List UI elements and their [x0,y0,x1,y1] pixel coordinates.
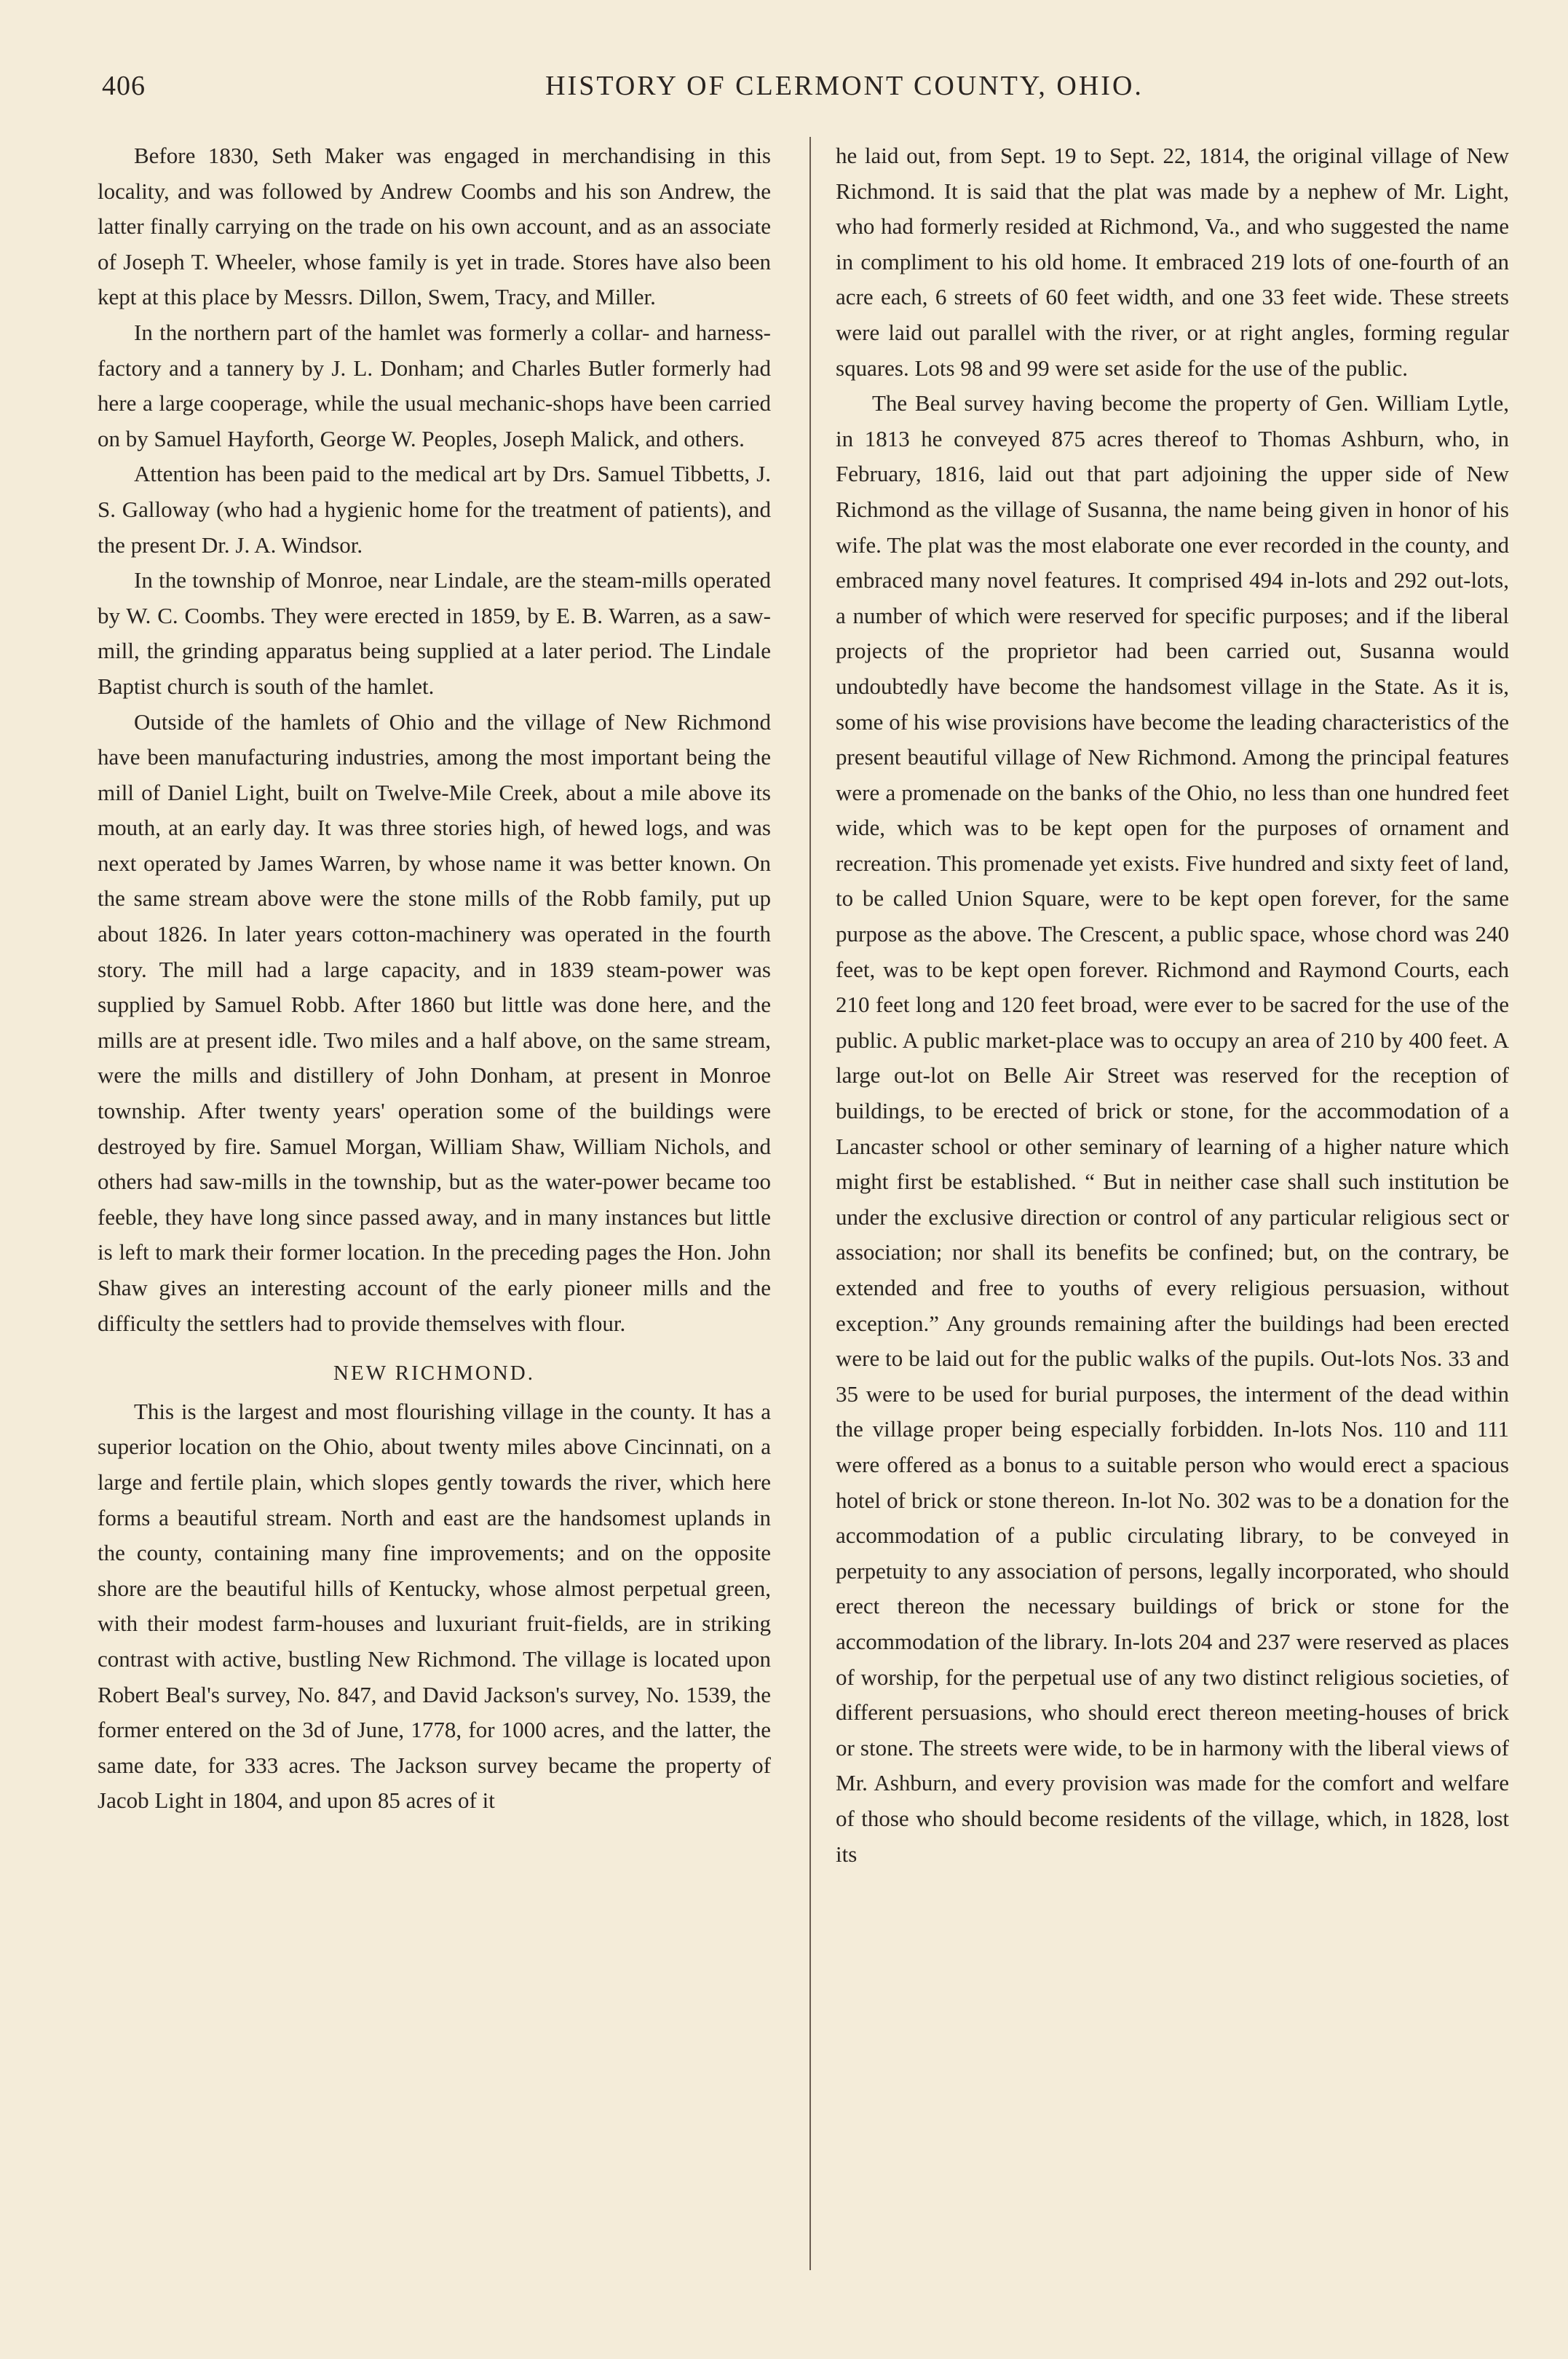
column-divider [809,137,811,2270]
right-column [836,138,1509,1872]
section-heading: NEW RICHMOND. [333,1362,535,1386]
paragraph: In the township of Monroe, near Lindale, are the steam-mills operated by W. C. Coombs. They were erected in 1859, by E. B. Warren, as a saw-mill, the grinding apparatus being supplied at a later period. The Lindale Baptist church is south of the hamlet. [98,567,771,699]
paragraph-continued: he laid out, from Sept. 19 to Sept. 22, 1814, the original village of New Richmond. It is said that the plat was made by a nephew of Mr. Light, who had formerly resided at Richmond, Va., and who suggested the name in compliment to his old home. It embraced 219 lots of one-fourth of an acre each, 6 streets of 60 feet width, and one 33 feet wide. These streets were laid out parallel with the river, or at right angles, forming regular squares. Lots 98 and 99 were set aside for the use of the public. [836,143,1509,381]
paragraph: This is the largest and most flourishing village in the county. It has a superior location on the Ohio, about twenty miles above Cincinnati, on a large and fertile plain, which slopes gently towards the river, which here forms a beautiful stream. North and east are the handsomest uplands in the county, containing many fine improvements; and on the opposite shore are the beautiful hills of Kentucky, whose almost perpetual green, with their modest farm-houses and luxuriant fruit-fields, are in striking contrast with active, bustling New Richmond. The village is located upon Robert Beal's survey, No. 847, and David Jackson's survey, No. 1539, the former entered on the 3d of June, 1778, for 1000 acres, and the latter, the same date, for 333 acres. The Jackson survey became the property of Jacob Light in 1804, and upon 85 acres of it [98,1398,771,1814]
page-number: 406 [102,71,146,101]
paragraph: The Beal survey having become the property of Gen. William Lytle, in 1813 he conveyed 875 acres thereof to Thomas Ashburn, who, in February, 1816, laid out that part adjoining the upper side of New Richmond as the village of Susanna, the name being given in honor of his wife. The plat was the most elaborate one ever recorded in the county, and embraced many novel features. It comprised 494 in-lots and 292 out-lots, a number of which were reserved for specific purposes; and if the liberal projects of the proprietor had been carried out, Susanna would undoubtedly have become the handsomest village in the State. As it is, some of his wise provisions have become the leading characteristics of the present beautiful village of New Richmond. Among the principal features were a promenade on the banks of the Ohio, no less than one hundred feet wide, which was to be kept open for the purposes of ornament and recreation. This promenade yet exists. Five hundred and sixty feet of land, to be called Union Square, were to be kept open forever, for the same purpose as the above. The Crescent, a public space, whose chord was 240 feet, was to be kept open forever. Richmond and Raymond Courts, each 210 feet long and 120 feet broad, were ever to be sacred for the use of the public. A public market-place was to occupy an area of 210 by 400 feet. A large out-lot on Belle Air Street was reserved for the reception of buildings, to be erected of brick or stone, for the accommodation of a Lancaster school or other seminary of learning of a higher nature which might first be established. “ But in neither case shall such institution be under the exclusive direction or control of any particular religious sect or association; nor shall its benefits be confined; but, on the contrary, be extended and free to youths of every religious persuasion, without exception.” Any grounds remaining after the buildings had been erected were to be laid out for the public walks of the pupils. Out-lots Nos. 33 and 35 were to be used for burial purposes, the interment of the dead within the village proper being especially forbidden. In-lots Nos. 110 and 111 were offered as a bonus to a suitable person who would erect a spacious hotel of brick or stone thereon. In-lot No. 302 was to be a donation for the accommodation of a public circulating library, to be conveyed in perpetuity to any association of persons, legally incorporated, who should erect thereon the necessary buildings of brick or stone for the accommodation of the library. In-lots 204 and 237 were reserved as places of worship, for the perpetual use of any two distinct religious societies, of different persuasions, who should erect thereon meeting-houses of brick or stone. The streets were wide, to be in harmony with the liberal views of Mr. Ashburn, and every provision was made for the comfort and welfare of those who should become residents of the village, which, in 1828, lost its [836,390,1509,1867]
page-header [102,70,1514,114]
paragraph: In the northern part of the hamlet was formerly a collar- and harness-factory and a tannery by J. L. Donham; and Charles Butler formerly had here a large cooperage, while the usual mechanic-shops have been carried on by Samuel Hayforth, George W. Peoples, Joseph Malick, and others. [98,319,771,451]
running-title: HISTORY OF CLERMONT COUNTY, OHIO. [545,71,1144,101]
paragraph: Outside of the hamlets of Ohio and the village of New Richmond have been manufacturing industries, among the most important being the mill of Daniel Light, built on Twelve-Mile Creek, about a mile above its mouth, at an early day. It was three stories high, of hewed logs, and was next operated by James Warren, by whose name it was better known. On the same stream above were the stone mills of the Robb family, put up about 1826. In later years cotton-machinery was operated in the fourth story. The mill had a large capacity, and in 1839 steam-power was supplied by Samuel Robb. After 1860 but little was done here, and the mills are at present idle. Two miles and a half above, on the same stream, were the mills and distillery of John Donham, at present in Monroe township. After twenty years' operation some of the buildings were destroyed by fire. Samuel Morgan, William Shaw, William Nichols, and others had saw-mills in the township, but as the water-power became too feeble, they have long since passed away, and in many instances but little is left to mark their former location. In the preceding pages the Hon. John Shaw gives an interesting account of the early pioneer mills and the difficulty the settlers had to provide themselves with flour. [98,708,771,1336]
left-column [98,138,771,1819]
paragraph: Attention has been paid to the medical art by Drs. Samuel Tibbetts, J. S. Galloway (who had a hygienic home for the treatment of patients), and the present Dr. J. A. Windsor. [98,461,771,558]
paragraph: Before 1830, Seth Maker was engaged in merchandising in this locality, and was followed by Andrew Coombs and his son Andrew, the latter finally carrying on the trade on his own account, and as an associate of Joseph T. Wheeler, whose family is yet in trade. Stores have also been kept at this place by Messrs. Dillon, Swem, Tracy, and Miller. [98,143,771,310]
